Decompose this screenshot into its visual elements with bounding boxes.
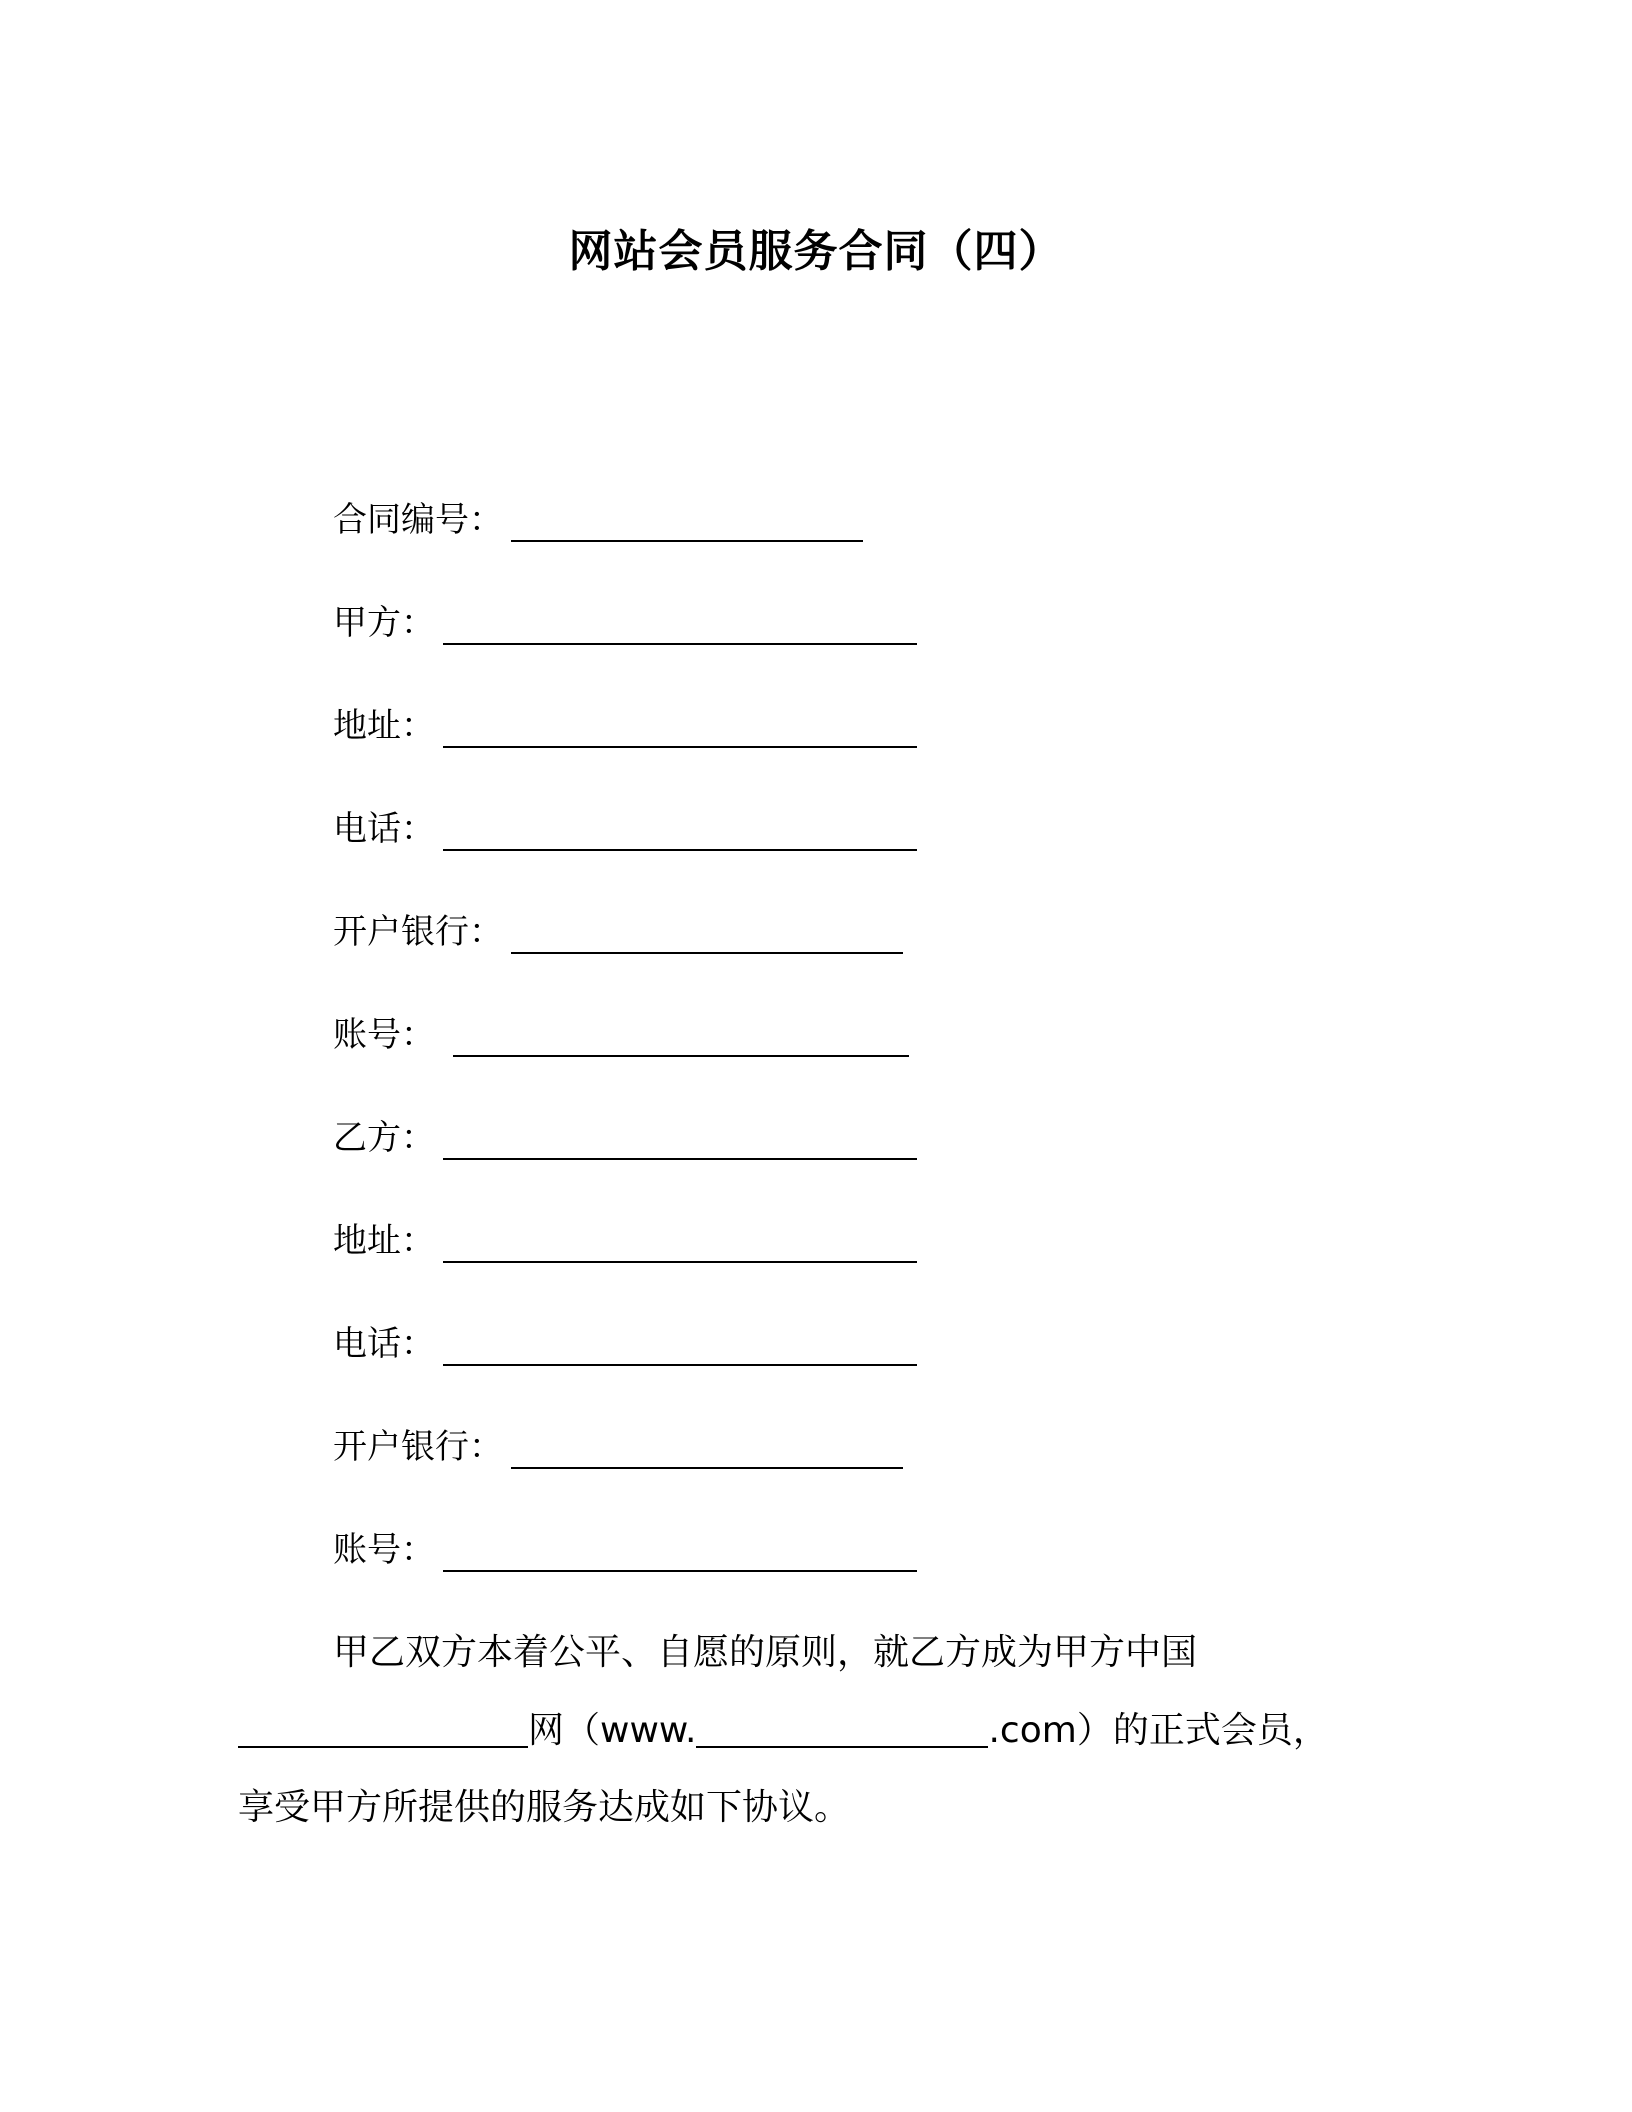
field-label: 开户银行： <box>333 912 503 952</box>
fill-in-blank <box>443 1217 917 1263</box>
paragraph-text: 甲乙双方本着公平、自愿的原则，就乙方成为甲方中国 <box>333 1632 1198 1673</box>
fill-in-blank <box>453 1011 909 1057</box>
field-label: 地址： <box>333 706 435 746</box>
fill-in-blank <box>443 805 917 851</box>
field-label: 电话： <box>333 1324 435 1364</box>
fill-in-blank <box>443 1526 917 1572</box>
domain-blank <box>696 1706 988 1748</box>
field-label: 电话： <box>333 809 435 849</box>
fill-in-blank <box>443 1320 917 1366</box>
party-a-address-field <box>333 702 917 750</box>
party-b-account-field <box>333 1526 917 1574</box>
site-name-blank <box>238 1706 528 1748</box>
party-a-bank-field <box>333 908 903 956</box>
field-label: 账号： <box>333 1530 435 1570</box>
field-label: 账号： <box>333 1015 435 1055</box>
paragraph-text: 网（www. <box>528 1710 697 1751</box>
field-label: 合同编号： <box>333 500 503 540</box>
document-title: 网站会员服务合同（四） <box>568 226 1064 277</box>
agreement-paragraph-line-2 <box>238 1706 1329 1756</box>
fill-in-blank <box>511 1423 903 1469</box>
field-label: 甲方： <box>333 603 435 643</box>
fill-in-blank <box>511 496 863 542</box>
fill-in-blank <box>443 599 917 645</box>
agreement-paragraph-line-1 <box>333 1628 1197 1678</box>
paragraph-text: 享受甲方所提供的服务达成如下协议。 <box>238 1787 851 1828</box>
party-a-account-field <box>333 1011 909 1059</box>
field-label: 地址： <box>333 1221 435 1261</box>
paragraph-text: .com）的正式会员， <box>988 1710 1329 1751</box>
party-b-bank-field <box>333 1423 903 1471</box>
party-b-address-field <box>333 1217 917 1265</box>
agreement-paragraph-line-3 <box>238 1783 850 1833</box>
fill-in-blank <box>443 1114 917 1160</box>
party-b-phone-field <box>333 1320 917 1368</box>
party-a-phone-field <box>333 805 917 853</box>
fill-in-blank <box>443 702 917 748</box>
field-label: 开户银行： <box>333 1427 503 1467</box>
party-a-field <box>333 599 917 647</box>
contract-number-field <box>333 496 863 544</box>
party-b-field <box>333 1114 917 1162</box>
fill-in-blank <box>511 908 903 954</box>
field-label: 乙方： <box>333 1118 435 1158</box>
